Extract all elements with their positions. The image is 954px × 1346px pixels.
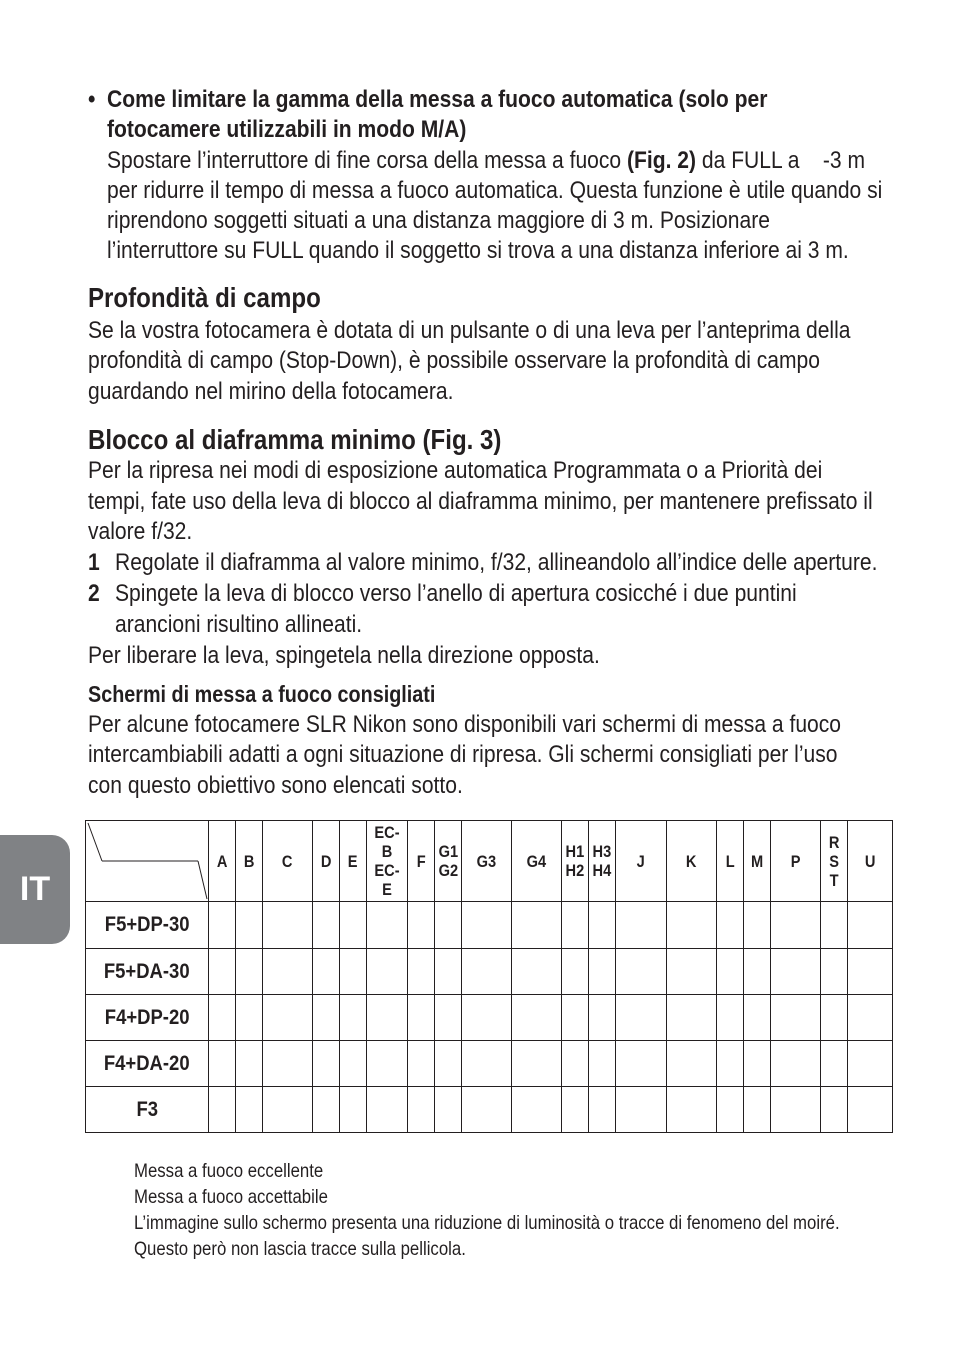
legend-line-2: Messa a fuoco accettabile (134, 1186, 328, 1208)
lock-heading: Blocco al diaframma minimo (Fig. 3) (88, 424, 502, 455)
column-header (263, 821, 313, 902)
screens-text-line-2: intercambiabili adatti a ogni situazione di ripresa. Gli schermi consigliati per l’uso (88, 741, 838, 768)
table-cell (408, 1041, 435, 1087)
table-cell (717, 949, 744, 995)
column-header (313, 821, 340, 902)
table-cell (616, 949, 667, 995)
table-cell (435, 1041, 462, 1087)
table-cell (848, 902, 893, 949)
table-cell (263, 995, 313, 1041)
column-header-label: P (790, 851, 801, 871)
table-cell (367, 902, 408, 949)
row-header-label: F4+DP-20 (104, 1005, 190, 1029)
depth-heading: Profondità di campo (88, 282, 321, 313)
table-cell (435, 902, 462, 949)
row-header-label: F4+DA-20 (104, 1051, 190, 1075)
table-cell (771, 1087, 821, 1133)
column-header-label: U (864, 851, 876, 871)
table-cell (589, 1041, 616, 1087)
table-cell (313, 995, 340, 1041)
table-cell (744, 1041, 771, 1087)
table-row (86, 995, 893, 1041)
column-header-label: D (320, 851, 332, 871)
table-cell (512, 949, 562, 995)
column-header (821, 821, 848, 902)
table-cell (367, 1041, 408, 1087)
table-cell (462, 949, 512, 995)
row-header (86, 995, 209, 1041)
table-cell (744, 902, 771, 949)
legend-line-4: Questo però non lascia tracce sulla pellicola. (134, 1238, 466, 1260)
legend-line-1: Messa a fuoco eccellente (134, 1160, 324, 1182)
table-cell (462, 1087, 512, 1133)
column-header-label: H1 H2 (565, 842, 585, 880)
table-cell (744, 1087, 771, 1133)
table-cell (717, 1087, 744, 1133)
lock-text-line-3: valore f/32. (88, 518, 193, 545)
table-cell (408, 995, 435, 1041)
table-cell (771, 902, 821, 949)
release-text: Per liberare la leva, spingetela nella direzione opposta. (88, 642, 600, 669)
table-cell (848, 949, 893, 995)
table-cell (236, 1087, 263, 1133)
table-cell (589, 902, 616, 949)
screens-text-line-3: con questo obiettivo sono elencati sotto. (88, 772, 463, 799)
lock-text-line-1: Per la ripresa nei modi di esposizione automatica Programmata o a Priorità dei (88, 457, 823, 484)
row-header (86, 902, 209, 949)
table-cell (562, 1087, 589, 1133)
table-cell (821, 1087, 848, 1133)
table-cell (667, 1041, 717, 1087)
column-header-label: J (636, 851, 646, 871)
column-header-label: H3 H4 (592, 842, 612, 880)
column-header (616, 821, 667, 902)
column-header-label: C (282, 851, 293, 871)
table-cell (367, 995, 408, 1041)
column-header-label: EC-B EC-E (374, 823, 400, 899)
column-header-label: G4 (526, 851, 547, 871)
table-cell (512, 1087, 562, 1133)
table-cell (408, 902, 435, 949)
column-header (236, 821, 263, 902)
screens-text-line-1: Per alcune fotocamere SLR Nikon sono disponibili vari schermi di messa a fuoco (88, 711, 842, 738)
table-cell (717, 995, 744, 1041)
table-row (86, 1041, 893, 1087)
table-cell (408, 1087, 435, 1133)
focus-limit-title-line-1: Come limitare la gamma della messa a fuoco automatica (solo per (107, 86, 768, 113)
step-2-number: 2 (88, 580, 100, 607)
table-cell (562, 995, 589, 1041)
table-row (86, 949, 893, 995)
column-header-label: F (416, 851, 426, 871)
column-header-label: B (243, 851, 255, 871)
table-cell (313, 1041, 340, 1087)
table-cell (512, 1041, 562, 1087)
table-cell (667, 902, 717, 949)
table-cell (717, 1041, 744, 1087)
table-corner-cell (86, 821, 209, 902)
table-cell (616, 902, 667, 949)
depth-text-line-3: guardando nel mirino della fotocamera. (88, 378, 454, 405)
table-cell (589, 949, 616, 995)
column-header (408, 821, 435, 902)
table-row (86, 902, 893, 949)
table-cell (821, 902, 848, 949)
table-cell (821, 995, 848, 1041)
table-cell (340, 1041, 367, 1087)
column-header (435, 821, 462, 902)
table-cell (562, 949, 589, 995)
table-cell (263, 949, 313, 995)
column-header-label: M (750, 851, 764, 871)
table-cell (313, 902, 340, 949)
table-cell (562, 902, 589, 949)
table-cell (512, 902, 562, 949)
legend-line-3: L’immagine sullo schermo presenta una riduzione di luminosità o tracce di fenomeno del moiré. (134, 1212, 840, 1234)
table-cell (771, 949, 821, 995)
row-header (86, 1041, 209, 1087)
column-header (589, 821, 616, 902)
table-cell (209, 995, 236, 1041)
table-cell (236, 995, 263, 1041)
table-cell (408, 949, 435, 995)
table-cell (367, 949, 408, 995)
row-header (86, 949, 209, 995)
table-cell (848, 1087, 893, 1133)
table-cell (263, 902, 313, 949)
table-cell (589, 995, 616, 1041)
column-header (340, 821, 367, 902)
table-cell (435, 1087, 462, 1133)
table-cell (717, 902, 744, 949)
table-cell (821, 949, 848, 995)
column-header (512, 821, 562, 902)
table-cell (667, 995, 717, 1041)
focus-limit-title-line-2: fotocamere utilizzabili in modo M/A) (107, 116, 467, 143)
lock-text-line-2: tempi, fate uso della leva di blocco al diaframma minimo, per mantenere prefissato il (88, 488, 873, 515)
table-cell (562, 1041, 589, 1087)
table-cell (236, 902, 263, 949)
step-1-number: 1 (88, 549, 100, 576)
column-header (744, 821, 771, 902)
column-header-label: A (216, 851, 228, 871)
table-cell (744, 949, 771, 995)
table-cell (616, 1087, 667, 1133)
column-header (367, 821, 408, 902)
table-cell (313, 1087, 340, 1133)
table-cell (821, 1041, 848, 1087)
column-header-label: L (725, 851, 735, 871)
table-cell (462, 902, 512, 949)
table-cell (236, 1041, 263, 1087)
table-cell (236, 949, 263, 995)
column-header (562, 821, 589, 902)
focus-limit-text-line-4: l’interruttore su FULL quando il soggetto si trova a una distanza inferiore ai 3 m. (107, 237, 849, 264)
table-cell (616, 995, 667, 1041)
step-1-text: Regolate il diaframma al valore minimo, f/32, allineandolo all’indice delle aperture. (115, 549, 878, 576)
focus-limit-text-line-3: riprendono soggetti situati a una distanza maggiore di 3 m. Posizionare (107, 207, 770, 234)
row-header-label: F5+DA-30 (104, 959, 190, 983)
focusing-screen-table (85, 820, 893, 1133)
table-cell (209, 902, 236, 949)
row-header (86, 1087, 209, 1133)
column-header-label: E (348, 851, 358, 871)
table-cell (589, 1087, 616, 1133)
screens-heading: Schermi di messa a fuoco consigliati (88, 681, 436, 707)
table-cell (340, 995, 367, 1041)
table-row (86, 1087, 893, 1133)
column-header (209, 821, 236, 902)
table-cell (771, 995, 821, 1041)
column-header-label: R S T (828, 832, 840, 890)
table-cell (209, 1087, 236, 1133)
table-cell (848, 995, 893, 1041)
table-cell (340, 1087, 367, 1133)
table-cell (667, 1087, 717, 1133)
focus-limit-text-line-2: per ridurre il tempo di messa a fuoco automatica. Questa funzione è utile quando si (107, 177, 883, 204)
column-header (848, 821, 893, 902)
column-header (667, 821, 717, 902)
table-cell (313, 949, 340, 995)
column-header-label: G3 (476, 851, 497, 871)
table-cell (209, 1041, 236, 1087)
table-cell (771, 1041, 821, 1087)
table-cell (263, 1041, 313, 1087)
corner-diagonal-lines (86, 821, 209, 901)
table-cell (340, 949, 367, 995)
step-2-text-line-1: Spingete la leva di blocco verso l’anello di apertura cosicché i due puntini (115, 580, 797, 607)
depth-text-line-2: profondità di campo (Stop-Down), è possibile osservare la profondità di campo (88, 347, 820, 374)
table-cell (848, 1041, 893, 1087)
table-cell (616, 1041, 667, 1087)
table-cell (340, 902, 367, 949)
table-cell (667, 949, 717, 995)
column-header-label: G1 G2 (438, 842, 458, 880)
table-cell (435, 949, 462, 995)
table-cell (512, 995, 562, 1041)
row-header-label: F5+DP-30 (104, 913, 190, 936)
column-header (771, 821, 821, 902)
table-cell (367, 1087, 408, 1133)
row-header-label: F3 (136, 1097, 158, 1121)
bullet: • (88, 86, 96, 113)
table-cell (209, 949, 236, 995)
table-cell (462, 995, 512, 1041)
depth-text-line-1: Se la vostra fotocamera è dotata di un pulsante o di una leva per l’anteprima della (88, 317, 851, 344)
column-header (462, 821, 512, 902)
table-cell (462, 1041, 512, 1087)
column-header (717, 821, 744, 902)
step-2-text-line-2: arancioni risultino allineati. (115, 611, 363, 638)
table-cell (263, 1087, 313, 1133)
column-header-label: K (686, 851, 697, 871)
language-tab: IT (0, 835, 70, 944)
table-cell (435, 995, 462, 1041)
focus-limit-text-line-1: Spostare l’interruttore di fine corsa della messa a fuoco (Fig. 2) da FULL a -3 m (107, 147, 866, 174)
table-cell (744, 995, 771, 1041)
